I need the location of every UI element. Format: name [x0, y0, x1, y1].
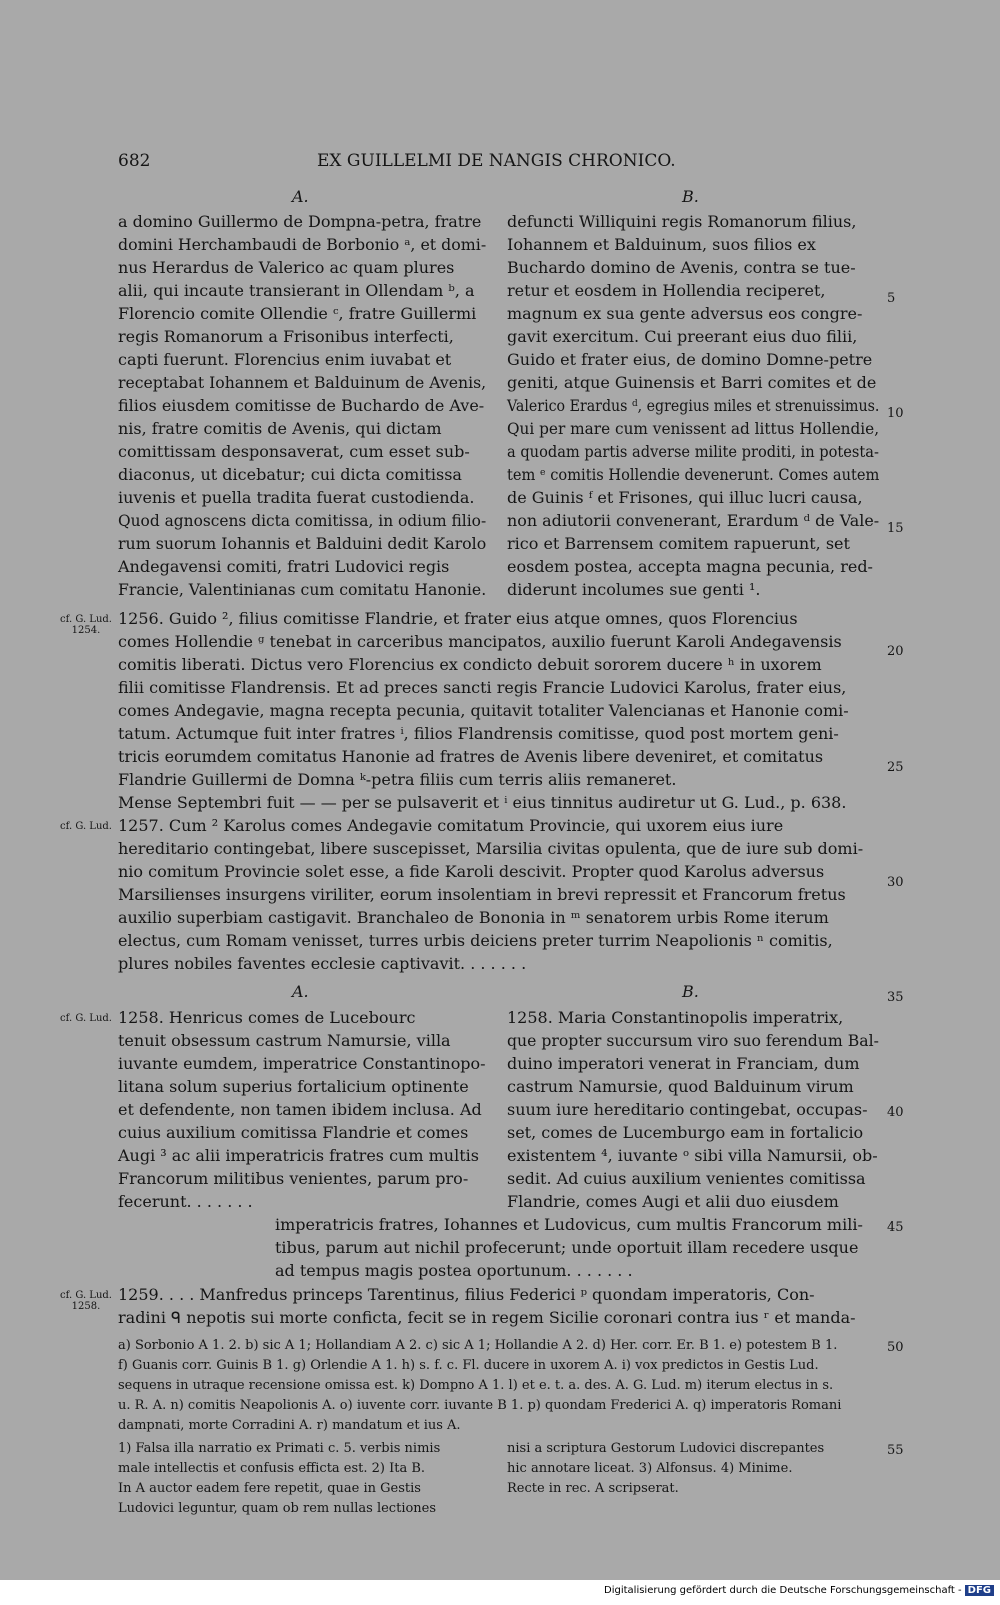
column-label-b: B. — [682, 187, 699, 206]
line-number: 50 — [887, 1340, 904, 1355]
column-label-a: A. — [292, 982, 309, 1001]
entry-1258-a — [118, 1006, 486, 1213]
entry-1257 — [118, 814, 878, 975]
text-line: 1256. Guido ², filius comitisse Flandrie, et frater eius atque omnes, quos Florencius — [118, 609, 798, 628]
text-line: filios eiusdem comitisse de Buchardo de Ave- — [118, 396, 485, 415]
text-line: auxilio superbiam castigavit. Branchaleo de Bononia in ᵐ senatorem urbis Rome iterum — [118, 908, 829, 927]
text-line: sedit. Ad cuius auxilium venientes comitissa — [507, 1169, 866, 1188]
text-line: non adiutorii convenerant, Erardum ᵈ de Vale- — [507, 511, 880, 530]
text-line: comitis liberati. Dictus vero Florencius ex condicto debuit sororem ducere ʰ in uxorem — [118, 655, 822, 674]
line-number: 10 — [887, 406, 904, 421]
text-line: Florencio comite Ollendie ᶜ, fratre Guillermi — [118, 304, 477, 323]
text-line: cuius auxilium comitissa Flandrie et comes — [118, 1123, 469, 1142]
text-line: eosdem postea, accepta magna pecunia, red- — [507, 557, 873, 576]
line-number: 55 — [887, 1443, 904, 1458]
text-line: hereditario contingebat, libere suscepisset, Marsilia civitas opulenta, que de iure sub domi- — [118, 839, 864, 858]
line-number: 20 — [887, 644, 904, 659]
text-line: electus, cum Romam venisset, turres urbis deiciens preter turrim Neapolionis ⁿ comitis, — [118, 931, 833, 950]
page-number: 682 — [118, 151, 151, 171]
text-line: capti fuerunt. Florencius enim iuvabat et — [118, 350, 452, 369]
entry-1258-b — [507, 1006, 879, 1213]
text-line: plures nobiles faventes ecclesie captivavit. . . . . . . — [118, 954, 527, 973]
text-line: existentem ⁴, iuvante ᵒ sibi villa Namursii, ob- — [507, 1146, 878, 1165]
entry-1259 — [118, 1283, 878, 1329]
text-line: Flandrie, comes Augi et alii duo eiusdem — [507, 1192, 839, 1211]
line-number: 5 — [887, 291, 896, 306]
text-line: de Guinis ᶠ et Frisones, qui illuc lucri causa, — [507, 488, 863, 507]
text-line: geniti, atque Guinensis et Barri comites et de — [507, 373, 877, 392]
text-line: retur et eosdem in Hollendia reciperet, — [507, 281, 826, 300]
digitization-footer — [604, 1585, 994, 1596]
text-line: Valerico Erardus ᵈ, egregius miles et strenuissimus. — [507, 396, 880, 415]
apparatus-line: dampnati, morte Corradini A. r) mandatum et ius A. — [118, 1418, 461, 1433]
text-line: 1257. Cum ² Karolus comes Andegavie comitatum Provincie, qui uxorem eius iure — [118, 816, 784, 835]
text-line: tricis eorumdem comitatus Hanonie ad fratres de Avenis libere deveniret, et comitatus — [118, 747, 824, 766]
footnote-line: male intellectis et confusis efficta est. 2) Ita B. — [118, 1461, 426, 1476]
text-line: castrum Namursie, quod Balduinum virum — [507, 1077, 854, 1096]
text-line: Mense Septembri fuit — — per se pulsaverit et ⁱ eius tinnitus audiretur ut G. Lud., p. 638. — [118, 793, 847, 812]
text-line: domini Herchambaudi de Borbonio ᵃ, et domi- — [118, 235, 487, 254]
line-number: 45 — [887, 1220, 904, 1235]
apparatus-line: a) Sorbonio A 1. 2. b) sic A 1; Hollandiam A 2. c) sic A 1; Hollandie A 2. d) Her. corr. Er. B 1. e) potestem B 1. — [118, 1338, 838, 1353]
line-number: 15 — [887, 521, 904, 536]
text-line: a domino Guillermo de Dompna-petra, fratre — [118, 212, 482, 231]
column-label-b: B. — [682, 982, 699, 1001]
text-line: 1258. Maria Constantinopolis imperatrix, — [507, 1008, 844, 1027]
footnote-line: In A auctor eadem fere repetit, quae in Gestis — [118, 1481, 421, 1496]
recension-a-text — [118, 210, 486, 601]
text-line: Francorum militibus venientes, parum pro- — [118, 1169, 469, 1188]
margin-note: cf. G. Lud. 1258. — [60, 1290, 112, 1312]
footer-text: Digitalisierung gefördert durch die Deutsche Forschungsgemeinschaft - — [604, 1585, 962, 1596]
text-line: tatum. Actumque fuit inter fratres ⁱ, filios Flandrensis comitisse, quod post mortem geni- — [118, 724, 839, 743]
text-line: 1259. . . . Manfredus princeps Tarentinus, filius Federici ᵖ quondam imperatoris, Con- — [118, 1285, 815, 1304]
text-line: receptabat Iohannem et Balduinum de Avenis, — [118, 373, 487, 392]
apparatus-line: sequens in utraque recensione omissa est. k) Dompno A 1. l) et e. t. a. des. A. G. Lud. m) iterum electus in s. — [118, 1378, 834, 1393]
text-line: Guido et frater eius, de domino Domne-petre — [507, 350, 873, 369]
text-line: iuvenis et puella tradita fuerat custodienda. — [118, 488, 475, 507]
text-line: diderunt incolumes sue genti ¹. — [507, 580, 761, 599]
text-line: fecerunt. . . . . . . — [118, 1192, 253, 1211]
line-number: 25 — [887, 760, 904, 775]
text-line: tibus, parum aut nichil profecerunt; unde oportuit illam recedere usque — [275, 1238, 859, 1257]
column-label-a: A. — [292, 187, 309, 206]
apparatus-line: u. R. A. n) comitis Neapolionis A. o) iuvente corr. iuvante B 1. p) quondam Frederici A. q) imperatoris Romani — [118, 1398, 842, 1413]
footnotes-left — [118, 1439, 488, 1519]
text-line: litana solum superius fortalicium optinente — [118, 1077, 469, 1096]
text-line: Quod agnoscens dicta comitissa, in odium filio- — [118, 511, 487, 530]
text-line: comittissam desponsaverat, cum esset sub- — [118, 442, 470, 461]
text-line: Francie, Valentinianas cum comitatu Hanonie. — [118, 580, 487, 599]
text-line: duino imperatori venerat in Franciam, dum — [507, 1054, 860, 1073]
margin-note: cf. G. Lud. 1254. — [60, 614, 112, 636]
text-line: gavit exercitum. Cui preerant eius duo filii, — [507, 327, 858, 346]
text-line: radini ᑫ nepotis sui morte conficta, fecit se in regem Sicilie coronari contra ius ʳ et manda- — [118, 1308, 856, 1327]
text-line: tenuit obsessum castrum Namursie, villa — [118, 1031, 451, 1050]
text-line: diaconus, ut dicebatur; cui dicta comitissa — [118, 465, 462, 484]
text-line: Iohannem et Balduinum, suos filios ex — [507, 235, 816, 254]
footnote-line: nisi a scriptura Gestorum Ludovici discrepantes — [507, 1441, 825, 1456]
line-number: 30 — [887, 875, 904, 890]
dfg-logo: DFG — [965, 1585, 994, 1596]
text-line: rico et Barrensem comitem rapuerunt, set — [507, 534, 850, 553]
text-line: nus Herardus de Valerico ac quam plures — [118, 258, 455, 277]
text-line: rum suorum Iohannis et Balduini dedit Karolo — [118, 534, 487, 553]
text-line: suum iure hereditario contingebat, occupas- — [507, 1100, 868, 1119]
text-line: defuncti Williquini regis Romanorum filius, — [507, 212, 857, 231]
text-line: Andegavensi comiti, fratri Ludovici regis — [118, 557, 450, 576]
text-line: Buchardo domino de Avenis, contra se tue- — [507, 258, 856, 277]
line-number: 35 — [887, 990, 904, 1005]
recension-b-text — [507, 210, 879, 601]
text-line: Qui per mare cum venissent ad littus Hollendie, — [507, 419, 880, 438]
text-line: magnum ex sua gente adversus eos congre- — [507, 304, 863, 323]
text-line: comes Hollendie ᵍ tenebat in carceribus mancipatos, auxilio fuerunt Karoli Andegavensis — [118, 632, 842, 651]
footnotes-right — [507, 1439, 879, 1499]
entry-1258-continuation — [275, 1213, 875, 1282]
text-line: Augi ³ ac alii imperatricis fratres cum multis — [118, 1146, 479, 1165]
text-line: Flandrie Guillermi de Domna ᵏ-petra filiis cum terris aliis remaneret. — [118, 770, 677, 789]
apparatus-line: f) Guanis corr. Guinis B 1. g) Orlendie A 1. h) s. f. c. Fl. ducere in uxorem A. i) vox predictos in Gestis Lud. — [118, 1358, 819, 1373]
text-line: tem ᵉ comitis Hollendie devenerunt. Comes autem — [507, 465, 880, 484]
margin-note: cf. G. Lud. — [60, 821, 112, 832]
text-line: nio comitum Provincie solet esse, a fide Karoli descivit. Propter quod Karolus adversus — [118, 862, 825, 881]
text-line: et defendente, non tamen ibidem inclusa. Ad — [118, 1100, 482, 1119]
running-title: EX GUILLELMI DE NANGIS CHRONICO. — [317, 151, 676, 171]
entry-1256 — [118, 607, 878, 814]
text-line: filii comitisse Flandrensis. Et ad preces sancti regis Francie Ludovici Karolus, frater eius, — [118, 678, 847, 697]
text-line: comes Andegavie, magna recepta pecunia, quitavit totaliter Valencianas et Hanonie comi- — [118, 701, 849, 720]
text-line: alii, qui incaute transierant in Ollendam ᵇ, a — [118, 281, 475, 300]
text-line: a quodam partis adverse milite proditi, in potesta- — [507, 442, 879, 461]
line-number: 40 — [887, 1105, 904, 1120]
text-line: 1258. Henricus comes de Lucebourc — [118, 1008, 416, 1027]
footnote-line: 1) Falsa illa narratio ex Primati c. 5. verbis nimis — [118, 1441, 441, 1456]
text-line: ad tempus magis postea oportunum. . . . . . . — [275, 1261, 633, 1280]
footnote-line: hic annotare liceat. 3) Alfonsus. 4) Minime. — [507, 1461, 793, 1476]
text-line: imperatricis fratres, Iohannes et Ludovicus, cum multis Francorum mili- — [275, 1215, 863, 1234]
footnote-line: Ludovici leguntur, quam ob rem nullas lectiones — [118, 1501, 437, 1516]
critical-apparatus — [118, 1336, 878, 1436]
margin-note: cf. G. Lud. — [60, 1013, 112, 1024]
footnote-line: Recte in rec. A scripserat. — [507, 1481, 679, 1496]
text-line: que propter succursum viro suo ferendum Bal- — [507, 1031, 879, 1050]
text-line: iuvante eumdem, imperatrice Constantinopo- — [118, 1054, 486, 1073]
text-line: nis, fratre comitis de Avenis, qui dictam — [118, 419, 442, 438]
text-line: Marsilienses insurgens viriliter, eorum insolentiam in brevi repressit et Francorum fretus — [118, 885, 846, 904]
text-line: set, comes de Lucemburgo eam in fortalicio — [507, 1123, 864, 1142]
text-line: regis Romanorum a Frisonibus interfecti, — [118, 327, 454, 346]
